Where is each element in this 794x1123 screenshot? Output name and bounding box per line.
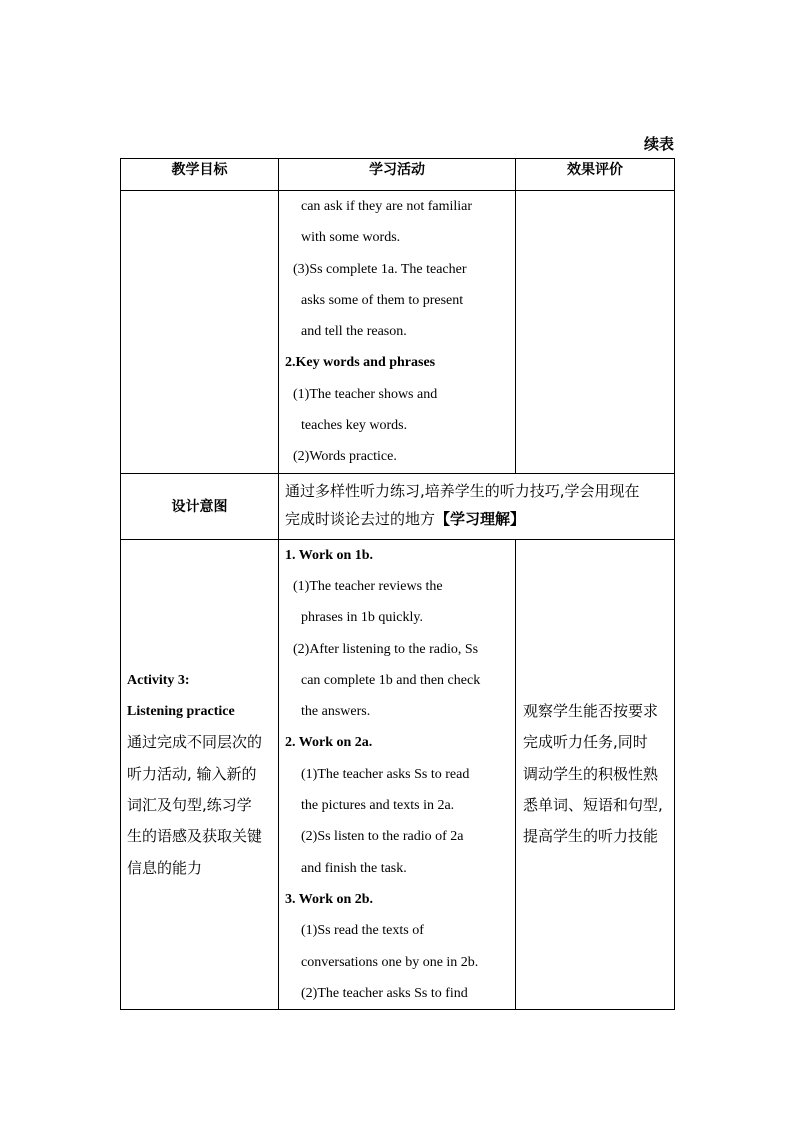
activity-line: with some words. <box>301 230 401 246</box>
step-line: can complete 1b and then check <box>301 672 481 688</box>
evaluation-line: 观察学生能否按要求 <box>523 702 659 721</box>
step-line: the pictures and texts in 2a. <box>301 798 455 814</box>
activity-line: (1)The teacher shows and <box>293 386 438 402</box>
activity-line: (3)Ss complete 1a. The teacher <box>293 261 467 277</box>
activity3-goal-cell <box>121 539 279 1009</box>
activity-line: teaches key words. <box>301 418 408 434</box>
goal-line: 词汇及句型,练习学 <box>127 796 252 815</box>
learning-understanding-tag: 【学习理解】 <box>435 509 526 528</box>
header-teaching-goal: 教学目标 <box>121 159 279 191</box>
design-intent-line-text: 完成时谈论去过的地方 <box>285 509 436 528</box>
continued-row <box>121 191 675 474</box>
design-intent-line <box>285 505 666 533</box>
step-line: (1)Ss read the texts of <box>301 923 424 939</box>
evaluation-line: 提高学生的听力技能 <box>523 827 659 846</box>
activity3-row <box>121 539 675 1009</box>
goal-line: 生的语感及获取关键 <box>127 827 263 846</box>
activity3-subtitle: Listening practice <box>127 704 235 720</box>
continued-activity-cell <box>279 191 516 474</box>
step-heading: 2. Work on 2a. <box>285 735 373 751</box>
step-line: (2)Ss listen to the radio of 2a <box>301 829 464 845</box>
continued-evaluation-cell <box>516 191 675 474</box>
evaluation-line: 悉单词、短语和句型, <box>523 796 663 815</box>
design-intent-line: 通过多样性听力练习,培养学生的听力技巧,学会用现在 <box>285 481 640 500</box>
continued-goal-cell <box>121 191 279 474</box>
step-line: phrases in 1b quickly. <box>301 610 423 626</box>
header-row <box>121 159 675 191</box>
lesson-plan-table <box>120 158 675 1010</box>
step-line: and finish the task. <box>301 860 407 876</box>
evaluation-line: 完成听力任务,同时 <box>523 733 648 752</box>
continued-label: 续表 <box>643 135 674 153</box>
header-effect-evaluation: 效果评价 <box>516 159 675 191</box>
step-line: (1)The teacher reviews the <box>293 578 443 594</box>
goal-line: 听力活动, 输入新的 <box>127 764 257 783</box>
step-heading: 3. Work on 2b. <box>285 891 374 907</box>
step-line: (2)The teacher asks Ss to find <box>301 985 468 1001</box>
activity-line: can ask if they are not familiar <box>301 199 473 214</box>
step-line: the answers. <box>301 704 371 720</box>
activity3-steps-cell <box>279 539 516 1009</box>
design-intent-label: 设计意图 <box>121 473 279 539</box>
step-line: conversations one by one in 2b. <box>301 954 479 970</box>
goal-line: 信息的能力 <box>127 858 203 877</box>
activity-heading: 2.Key words and phrases <box>285 355 436 371</box>
step-heading: 1. Work on 1b. <box>285 547 374 563</box>
activity-line: asks some of them to present <box>301 292 464 308</box>
design-intent-text <box>279 473 675 539</box>
activity-line: and tell the reason. <box>301 324 407 340</box>
header-learning-activity: 学习活动 <box>279 159 516 191</box>
activity3-title: Activity 3: <box>127 672 190 688</box>
evaluation-line: 调动学生的积极性熟 <box>523 764 659 783</box>
step-line: (2)After listening to the radio, Ss <box>293 641 479 657</box>
activity3-evaluation-cell <box>516 539 675 1009</box>
design-intent-row <box>121 473 675 539</box>
goal-line: 通过完成不同层次的 <box>127 733 263 752</box>
activity-line: (2)Words practice. <box>293 449 397 465</box>
step-line: (1)The teacher asks Ss to read <box>301 766 470 782</box>
